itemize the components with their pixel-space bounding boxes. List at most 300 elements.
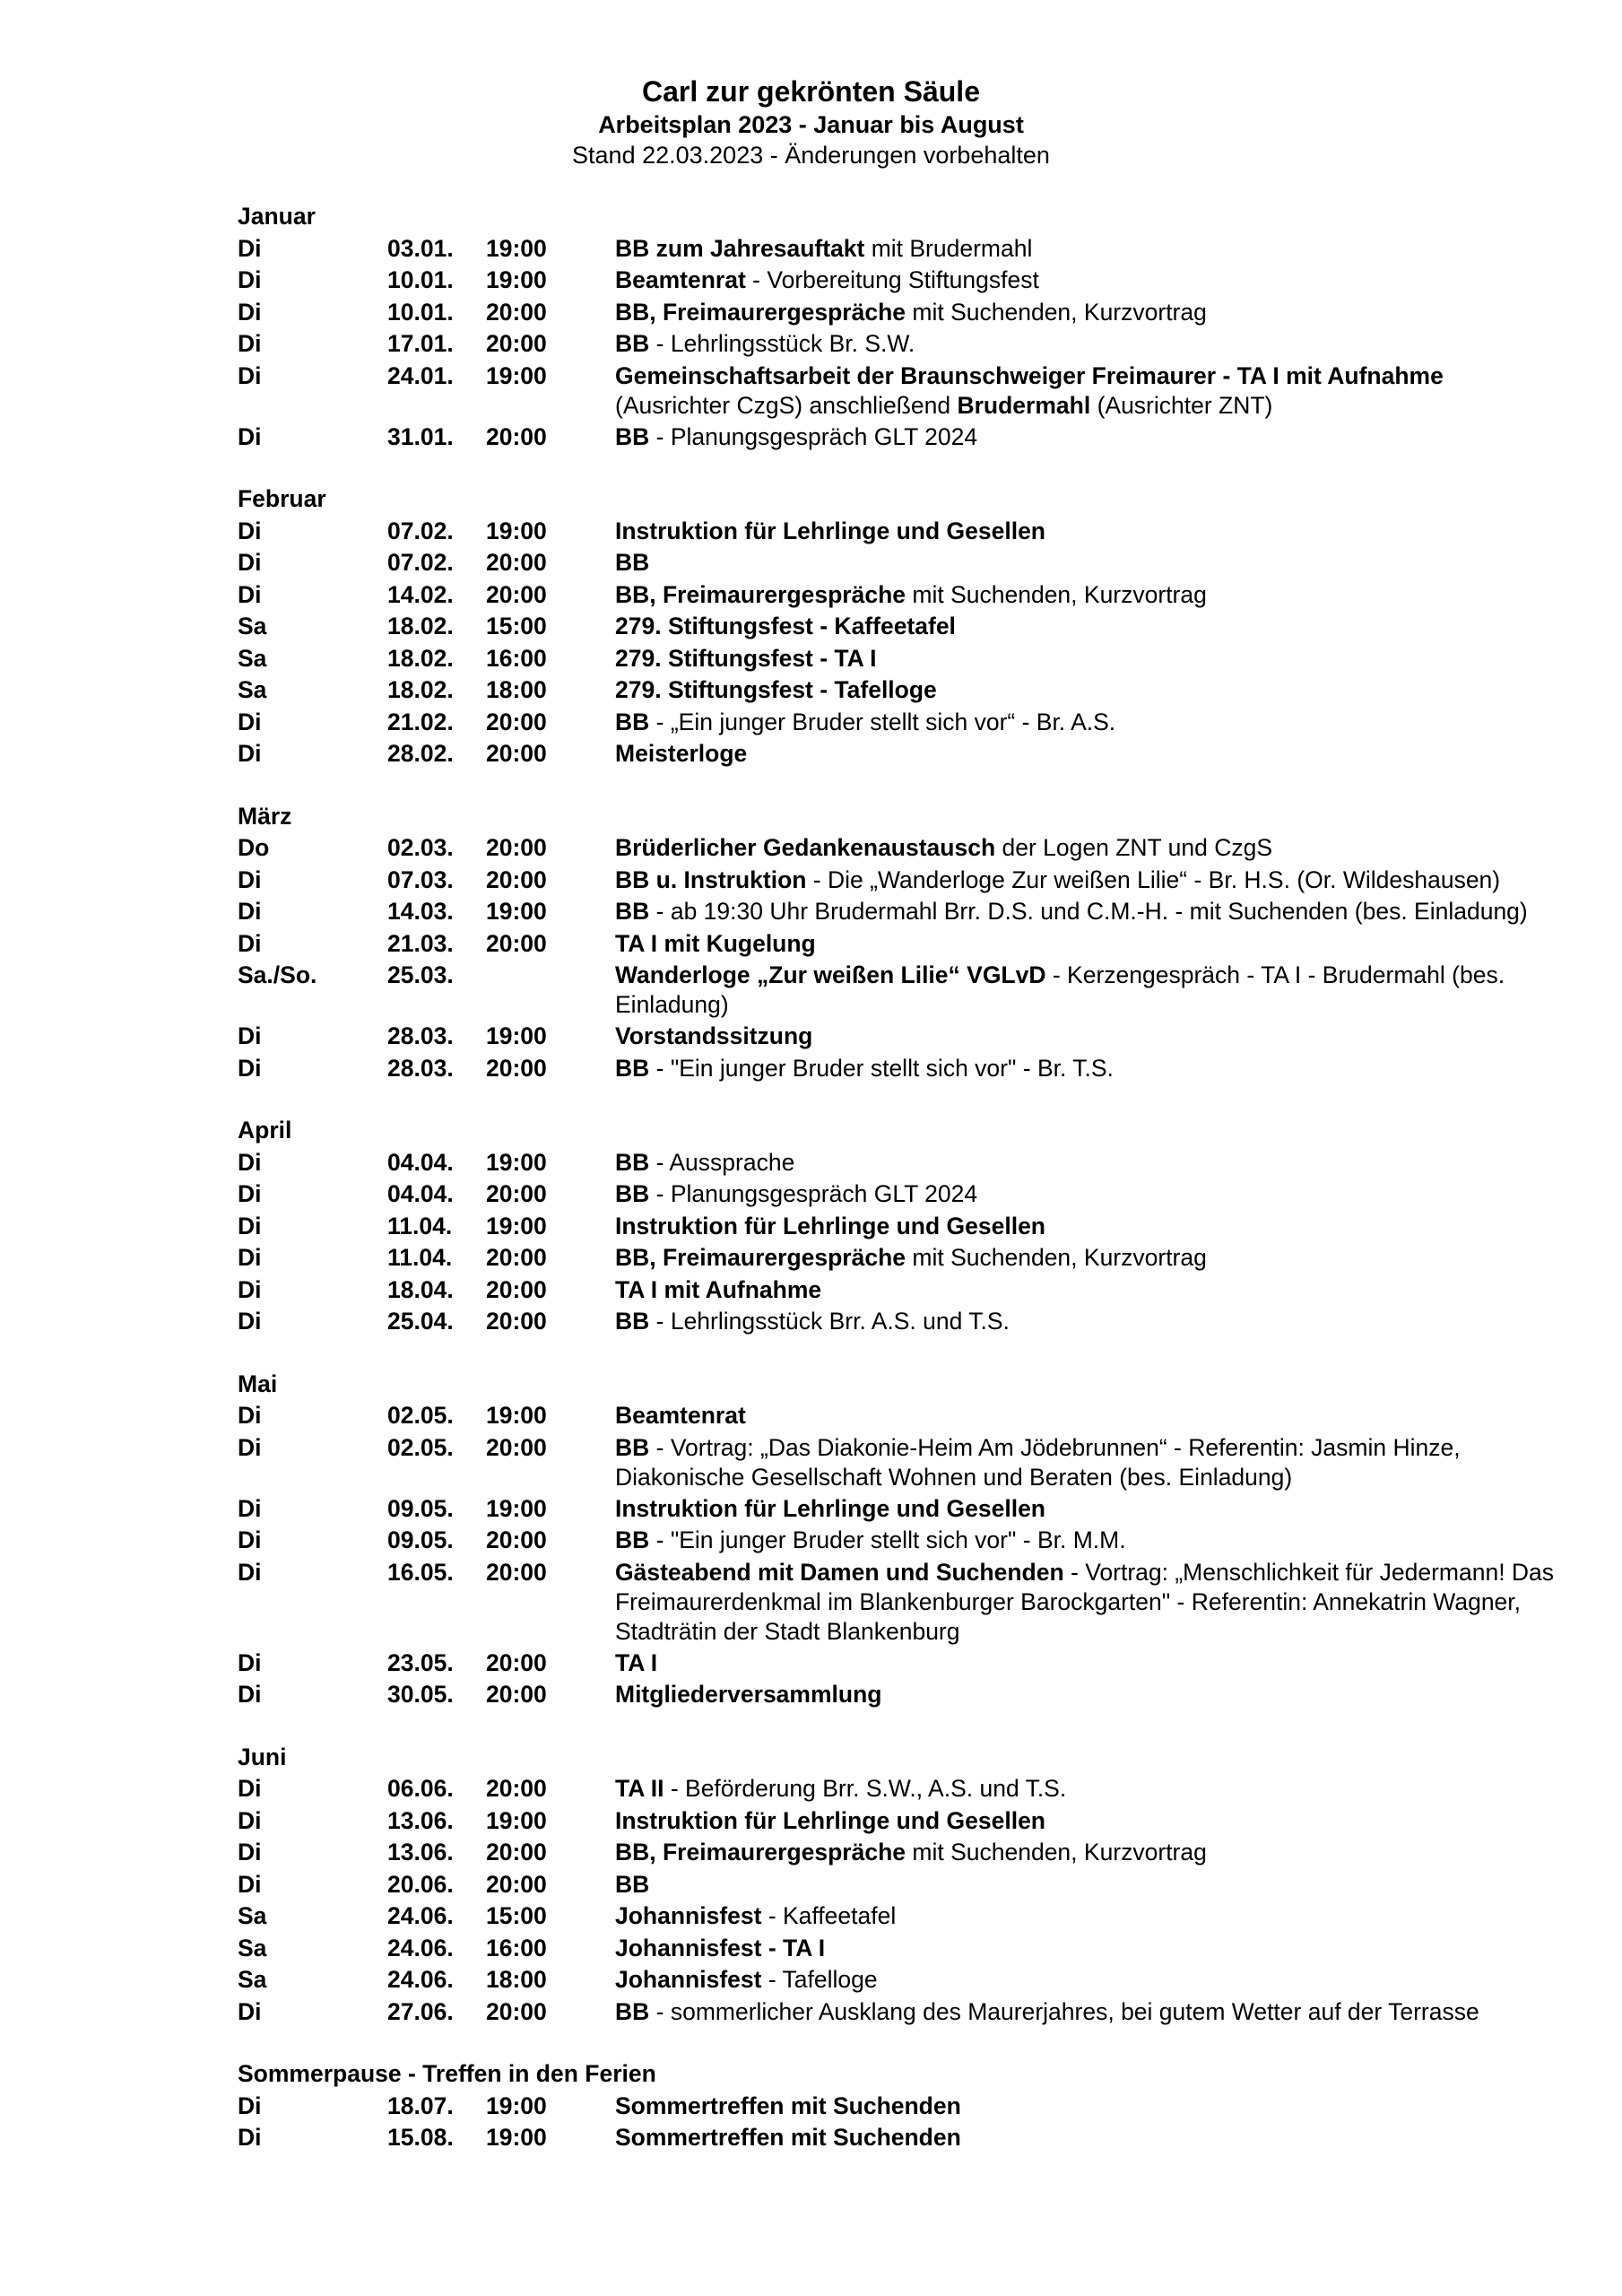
event-date: 16.05. xyxy=(387,1558,454,1586)
event-time: 20:00 xyxy=(486,1526,547,1553)
event-time: 19:00 xyxy=(486,1148,547,1176)
event-row xyxy=(238,1964,1565,1996)
event-description xyxy=(615,1525,1565,1557)
event-row xyxy=(238,516,1565,548)
event-row xyxy=(238,1900,1565,1933)
event-time: 20:00 xyxy=(486,1558,547,1586)
event-detail: - Planungsgespräch GLT 2024 xyxy=(649,1180,978,1207)
event-time: 20:00 xyxy=(486,1275,547,1303)
event-description xyxy=(615,1933,1565,1965)
event-description xyxy=(615,579,1565,612)
event-row xyxy=(238,361,1565,422)
event-description xyxy=(615,422,1565,454)
event-detail: (Ausrichter ZNT) xyxy=(1090,391,1273,419)
event-weekday: Sa xyxy=(238,644,267,672)
event-weekday: Di xyxy=(238,2124,262,2151)
event-time: 19:00 xyxy=(486,361,547,389)
event-row xyxy=(238,707,1565,739)
event-weekday: Di xyxy=(238,1308,262,1335)
event-row xyxy=(238,547,1565,579)
event-row xyxy=(238,1805,1565,1838)
event-description xyxy=(615,1869,1565,1901)
event-description xyxy=(615,1242,1565,1274)
event-weekday: Di xyxy=(238,330,262,357)
event-weekday: Di xyxy=(238,1648,262,1676)
event-weekday: Di xyxy=(238,2092,262,2119)
event-weekday: Di xyxy=(238,1997,262,2025)
event-description xyxy=(615,2091,1565,2123)
event-description xyxy=(615,643,1565,675)
event-row xyxy=(238,297,1565,329)
event-detail: - Vorbereitung Stiftungsfest xyxy=(745,266,1039,293)
event-row xyxy=(238,579,1565,612)
event-time: 20:00 xyxy=(486,1775,547,1802)
month-section xyxy=(238,201,1565,453)
event-row xyxy=(238,2091,1565,2123)
month-heading: April xyxy=(238,1117,292,1144)
event-title: Beamtenrat xyxy=(615,1402,746,1429)
event-title: Instruktion für Lehrlinge und Gesellen xyxy=(615,517,1045,544)
event-time: 20:00 xyxy=(486,549,547,576)
event-title: Wanderloge „Zur weißen Lilie“ VGLvD xyxy=(615,961,1046,988)
event-row xyxy=(238,1178,1565,1211)
event-time: 20:00 xyxy=(486,1839,547,1866)
event-title: Sommertreffen mit Suchenden xyxy=(615,2092,961,2119)
event-date: 20.06. xyxy=(387,1870,454,1898)
event-weekday: Di xyxy=(238,898,262,925)
event-weekday: Di xyxy=(238,580,262,608)
event-title: Brüderlicher Gedankenaustausch xyxy=(615,834,996,861)
event-date: 10.01. xyxy=(387,266,454,293)
event-time: 19:00 xyxy=(486,1806,547,1834)
event-row xyxy=(238,265,1565,297)
month-heading: März xyxy=(238,802,292,830)
event-time: 19:00 xyxy=(486,1402,547,1429)
event-detail: (Ausrichter CzgS) anschließend xyxy=(615,391,958,419)
event-detail: - Aussprache xyxy=(649,1148,795,1176)
event-weekday: Di xyxy=(238,266,262,293)
event-time: 19:00 xyxy=(486,1022,547,1049)
event-description xyxy=(615,1805,1565,1838)
event-row xyxy=(238,1996,1565,2029)
event-row xyxy=(238,928,1565,961)
event-time: 20:00 xyxy=(486,1433,547,1461)
event-row xyxy=(238,1837,1565,1869)
event-description xyxy=(615,865,1565,897)
event-detail: mit Suchenden, Kurzvortrag xyxy=(906,298,1207,326)
event-row xyxy=(238,422,1565,454)
event-date: 06.06. xyxy=(387,1775,454,1802)
event-title: Gemeinschaftsarbeit der Braunschweiger Freimaurer - TA I mit Aufnahme xyxy=(615,361,1444,389)
event-detail: mit Brudermahl xyxy=(864,234,1033,262)
event-date: 17.01. xyxy=(387,330,454,357)
event-weekday: Di xyxy=(238,1244,262,1271)
event-title: BB xyxy=(615,898,650,925)
event-date: 24.06. xyxy=(387,1902,454,1929)
event-description xyxy=(615,1211,1565,1243)
event-title: BB xyxy=(615,1308,650,1335)
event-description xyxy=(615,1679,1565,1711)
event-detail: - Die „Wanderloge Zur weißen Lilie“ - Br. H.S. (Or. Wildeshausen) xyxy=(806,865,1501,893)
event-row xyxy=(238,1242,1565,1274)
event-weekday: Sa xyxy=(238,613,267,639)
event-date: 24.06. xyxy=(387,1966,454,1993)
event-date: 13.06. xyxy=(387,1806,454,1834)
event-description xyxy=(615,738,1565,770)
event-time: 15:00 xyxy=(486,613,547,639)
event-weekday: Sa xyxy=(238,1902,267,1929)
event-time: 20:00 xyxy=(486,1180,547,1207)
event-row xyxy=(238,1021,1565,1053)
event-row xyxy=(238,1053,1565,1085)
event-time: 20:00 xyxy=(486,1997,547,2025)
event-description xyxy=(615,928,1565,961)
event-description xyxy=(615,1400,1565,1432)
event-time: 20:00 xyxy=(486,740,547,767)
event-date: 28.03. xyxy=(387,1054,454,1082)
event-date: 25.03. xyxy=(387,961,454,988)
event-weekday: Di xyxy=(238,865,262,893)
event-weekday: Di xyxy=(238,1212,262,1239)
event-weekday: Di xyxy=(238,1275,262,1303)
event-detail: mit Suchenden, Kurzvortrag xyxy=(906,580,1207,608)
event-date: 28.02. xyxy=(387,740,454,767)
event-weekday: Di xyxy=(238,1494,262,1522)
event-detail: - „Ein junger Bruder stellt sich vor“ - Br. A.S. xyxy=(649,708,1116,735)
event-description xyxy=(615,1648,1565,1680)
event-time: 18:00 xyxy=(486,1966,547,1993)
event-weekday: Di xyxy=(238,1148,262,1176)
event-title: BB, Freimaurergespräche xyxy=(615,298,906,326)
event-time: 20:00 xyxy=(486,929,547,957)
event-date: 18.07. xyxy=(387,2092,454,2119)
event-row xyxy=(238,1933,1565,1965)
event-title: Instruktion für Lehrlinge und Gesellen xyxy=(615,1806,1045,1834)
event-time: 19:00 xyxy=(486,517,547,544)
event-row xyxy=(238,1557,1565,1648)
event-title: BB, Freimaurergespräche xyxy=(615,580,906,608)
event-title: Brudermahl xyxy=(957,391,1091,419)
event-time: 20:00 xyxy=(486,1054,547,1082)
event-date: 24.06. xyxy=(387,1934,454,1961)
event-date: 14.03. xyxy=(387,898,454,925)
event-weekday: Di xyxy=(238,1839,262,1866)
event-date: 27.06. xyxy=(387,1997,454,2025)
event-row xyxy=(238,643,1565,675)
event-time: 19:00 xyxy=(486,234,547,262)
event-detail: - Kerzengespräch - TA I - Brudermahl (bes. Einladung) xyxy=(615,961,1505,1018)
event-time: 20:00 xyxy=(486,1648,547,1676)
event-title: BB xyxy=(615,1180,650,1207)
event-weekday: Di xyxy=(238,298,262,326)
month-heading: Januar xyxy=(238,203,316,230)
event-weekday: Di xyxy=(238,1402,262,1429)
event-row xyxy=(238,1147,1565,1179)
event-time: 20:00 xyxy=(486,1681,547,1708)
event-weekday: Sa xyxy=(238,1966,267,1993)
event-weekday: Di xyxy=(238,1526,262,1553)
event-detail: mit Suchenden, Kurzvortrag xyxy=(906,1839,1207,1866)
event-detail: - Tafelloge xyxy=(761,1966,878,1993)
event-detail: - Lehrlingsstück Brr. A.S. und T.S. xyxy=(649,1308,1010,1335)
event-date: 14.02. xyxy=(387,580,454,608)
event-description xyxy=(615,265,1565,297)
event-weekday: Sa xyxy=(238,1934,267,1961)
event-date: 04.04. xyxy=(387,1148,454,1176)
month-section xyxy=(238,2058,1565,2154)
event-time: 19:00 xyxy=(486,266,547,293)
event-title: BB xyxy=(615,1997,650,2025)
event-description xyxy=(615,2122,1565,2154)
event-weekday: Di xyxy=(238,1870,262,1898)
event-time: 20:00 xyxy=(486,1308,547,1335)
event-row xyxy=(238,233,1565,265)
event-description xyxy=(615,516,1565,548)
event-description xyxy=(615,1557,1565,1648)
event-weekday: Di xyxy=(238,1180,262,1207)
event-weekday: Di xyxy=(238,708,262,735)
event-time: 20:00 xyxy=(486,1870,547,1898)
event-time: 19:00 xyxy=(486,1212,547,1239)
event-description xyxy=(615,361,1565,422)
event-title: Instruktion für Lehrlinge und Gesellen xyxy=(615,1494,1045,1522)
event-description xyxy=(615,1021,1565,1053)
event-date: 03.01. xyxy=(387,234,454,262)
event-title: BB xyxy=(615,1526,650,1553)
event-date: 11.04. xyxy=(387,1212,453,1239)
event-time xyxy=(486,960,615,1021)
month-heading: Mai xyxy=(238,1370,278,1397)
event-title: BB, Freimaurergespräche xyxy=(615,1244,906,1271)
event-title: BB xyxy=(615,708,650,735)
event-row xyxy=(238,1679,1565,1711)
event-detail: - "Ein junger Bruder stellt sich vor" - Br. T.S. xyxy=(649,1054,1114,1082)
event-description xyxy=(615,1053,1565,1085)
event-title: BB zum Jahresauftakt xyxy=(615,234,865,262)
event-weekday: Sa./So. xyxy=(238,961,317,988)
event-detail: - Vortrag: „Das Diakonie-Heim Am Jödebrunnen“ - Referentin: Jasmin Hinze, Diakonische Gesellschaft Wohnen und Beraten (bes. Einladung) xyxy=(615,1433,1461,1491)
event-description xyxy=(615,328,1565,361)
event-weekday: Di xyxy=(238,740,262,767)
event-title: Instruktion für Lehrlinge und Gesellen xyxy=(615,1212,1045,1239)
event-row xyxy=(238,865,1565,897)
event-description xyxy=(615,1306,1565,1338)
event-detail: mit Suchenden, Kurzvortrag xyxy=(906,1244,1207,1271)
event-title: BB xyxy=(615,422,650,450)
event-description xyxy=(615,1964,1565,1996)
event-title: BB xyxy=(615,549,650,576)
event-date: 04.04. xyxy=(387,1180,454,1207)
event-description xyxy=(615,1178,1565,1211)
event-description xyxy=(615,233,1565,265)
month-heading: Sommerpause - Treffen in den Ferien xyxy=(238,2060,656,2087)
event-description xyxy=(615,674,1565,707)
event-row xyxy=(238,1432,1565,1493)
event-time: 19:00 xyxy=(486,1494,547,1522)
event-date: 21.02. xyxy=(387,708,454,735)
event-detail: - Lehrlingsstück Br. S.W. xyxy=(649,330,915,357)
event-date: 18.02. xyxy=(387,676,454,703)
event-title: BB xyxy=(615,1148,650,1176)
event-weekday: Di xyxy=(238,1433,262,1461)
event-weekday: Di xyxy=(238,1681,262,1708)
document-subtitle: Arbeitsplan 2023 - Januar bis August xyxy=(598,111,1024,138)
event-date: 07.02. xyxy=(387,517,454,544)
event-time: 20:00 xyxy=(486,298,547,326)
event-date: 02.05. xyxy=(387,1433,454,1461)
event-date: 25.04. xyxy=(387,1308,454,1335)
event-time: 20:00 xyxy=(486,865,547,893)
event-row xyxy=(238,1869,1565,1901)
event-date: 18.02. xyxy=(387,613,454,639)
event-description xyxy=(615,1274,1565,1307)
event-weekday: Di xyxy=(238,1775,262,1802)
event-weekday: Di xyxy=(238,1558,262,1586)
event-title: 279. Stiftungsfest - Kaffeetafel xyxy=(615,613,956,639)
event-row xyxy=(238,1211,1565,1243)
event-detail: - "Ein junger Bruder stellt sich vor" - Br. M.M. xyxy=(649,1526,1126,1553)
event-description xyxy=(615,297,1565,329)
event-title: BB xyxy=(615,330,650,357)
event-row xyxy=(238,738,1565,770)
event-weekday: Di xyxy=(238,1022,262,1049)
event-row xyxy=(238,896,1565,928)
event-description xyxy=(615,1493,1565,1526)
event-description xyxy=(615,1900,1565,1933)
event-date: 02.05. xyxy=(387,1402,454,1429)
event-description xyxy=(615,832,1565,865)
event-description xyxy=(615,547,1565,579)
event-title: Sommertreffen mit Suchenden xyxy=(615,2124,961,2151)
event-row xyxy=(238,1648,1565,1680)
event-weekday: Sa xyxy=(238,676,267,703)
event-description xyxy=(615,960,1565,1021)
event-date: 09.05. xyxy=(387,1494,454,1522)
event-detail: - Planungsgespräch GLT 2024 xyxy=(649,422,978,450)
event-date: 07.03. xyxy=(387,865,454,893)
event-weekday: Di xyxy=(238,422,262,450)
event-time: 20:00 xyxy=(486,834,547,861)
event-description xyxy=(615,611,1565,643)
event-date: 23.05. xyxy=(387,1648,454,1676)
event-row xyxy=(238,2122,1565,2154)
month-section xyxy=(238,801,1565,1085)
event-row xyxy=(238,1274,1565,1307)
event-title: Vorstandssitzung xyxy=(615,1022,813,1049)
event-weekday: Di xyxy=(238,517,262,544)
event-weekday: Do xyxy=(238,834,270,861)
schedule xyxy=(238,201,1565,2185)
event-title: Meisterloge xyxy=(615,740,748,767)
event-detail: - sommerlicher Ausklang des Maurerjahres, bei gutem Wetter auf der Terrasse xyxy=(649,1997,1479,2025)
event-title: BB xyxy=(615,1870,650,1898)
event-title: TA I xyxy=(615,1648,658,1676)
event-title: BB xyxy=(615,1433,650,1461)
document-title: Carl zur gekrönten Säule xyxy=(642,75,980,108)
month-section xyxy=(238,1115,1565,1338)
event-date: 07.02. xyxy=(387,549,454,576)
event-date: 28.03. xyxy=(387,1022,454,1049)
event-row xyxy=(238,1400,1565,1432)
event-date: 10.01. xyxy=(387,298,454,326)
month-heading: Februar xyxy=(238,485,326,512)
event-date: 31.01. xyxy=(387,422,454,450)
event-date: 18.02. xyxy=(387,644,454,672)
event-description xyxy=(615,707,1565,739)
event-time: 19:00 xyxy=(486,2124,547,2151)
event-row xyxy=(238,832,1565,865)
event-detail: - Vortrag: „Menschlichkeit für Jedermann! Das Freimaurerdenkmal im Blankenburger Barockgarten" - Referentin: Annekatrin Wagner, Stadträtin der Stadt Blankenburg xyxy=(615,1558,1555,1645)
event-time: 15:00 xyxy=(486,1902,547,1929)
event-weekday: Di xyxy=(238,1806,262,1834)
event-description xyxy=(615,896,1565,928)
event-row xyxy=(238,328,1565,361)
event-time: 16:00 xyxy=(486,1934,547,1961)
event-detail: - Kaffeetafel xyxy=(761,1902,897,1929)
event-time: 20:00 xyxy=(486,422,547,450)
event-weekday: Di xyxy=(238,234,262,262)
event-date: 24.01. xyxy=(387,361,454,389)
event-description xyxy=(615,1837,1565,1869)
event-time: 19:00 xyxy=(486,898,547,925)
event-date: 15.08. xyxy=(387,2124,454,2151)
event-date: 09.05. xyxy=(387,1526,454,1553)
event-date: 02.03. xyxy=(387,834,454,861)
document-status-line: Stand 22.03.2023 - Änderungen vorbehalten xyxy=(572,142,1050,169)
event-date: 30.05. xyxy=(387,1681,454,1708)
event-date: 13.06. xyxy=(387,1839,454,1866)
event-weekday: Di xyxy=(238,549,262,576)
event-weekday: Di xyxy=(238,361,262,389)
event-row xyxy=(238,1773,1565,1805)
event-time: 20:00 xyxy=(486,330,547,357)
event-title: Johannisfest xyxy=(615,1966,762,1993)
event-row xyxy=(238,960,1565,1021)
event-time: 20:00 xyxy=(486,1244,547,1271)
event-description xyxy=(615,1147,1565,1179)
event-title: TA II xyxy=(615,1775,664,1802)
event-description xyxy=(615,1996,1565,2029)
event-date: 18.04. xyxy=(387,1275,454,1303)
event-title: TA I mit Aufnahme xyxy=(615,1275,822,1303)
event-time: 20:00 xyxy=(486,580,547,608)
month-section xyxy=(238,1742,1565,2029)
event-title: Johannisfest xyxy=(615,1902,762,1929)
event-title: Johannisfest - TA I xyxy=(615,1934,826,1961)
event-date: 11.04. xyxy=(387,1244,453,1271)
event-time: 18:00 xyxy=(486,676,547,703)
event-row xyxy=(238,611,1565,643)
event-title: 279. Stiftungsfest - TA I xyxy=(615,644,877,672)
event-title: Beamtenrat xyxy=(615,266,746,293)
event-detail: - ab 19:30 Uhr Brudermahl Brr. D.S. und C.M.-H. - mit Suchenden (bes. Einladung) xyxy=(649,898,1528,925)
event-detail: der Logen ZNT und CzgS xyxy=(995,834,1273,861)
event-title: TA I mit Kugelung xyxy=(615,929,816,957)
event-title: Gästeabend mit Damen und Suchenden xyxy=(615,1558,1064,1586)
document-header xyxy=(0,74,1622,170)
event-row xyxy=(238,674,1565,707)
event-row xyxy=(238,1306,1565,1338)
month-section xyxy=(238,483,1565,770)
event-title: Mitgliederversammlung xyxy=(615,1681,882,1708)
event-title: 279. Stiftungsfest - Tafelloge xyxy=(615,676,937,703)
event-row xyxy=(238,1493,1565,1526)
event-description xyxy=(615,1432,1565,1493)
event-weekday: Di xyxy=(238,929,262,957)
event-row xyxy=(238,1525,1565,1557)
event-title: BB, Freimaurergespräche xyxy=(615,1839,906,1866)
event-weekday: Di xyxy=(238,1054,262,1082)
